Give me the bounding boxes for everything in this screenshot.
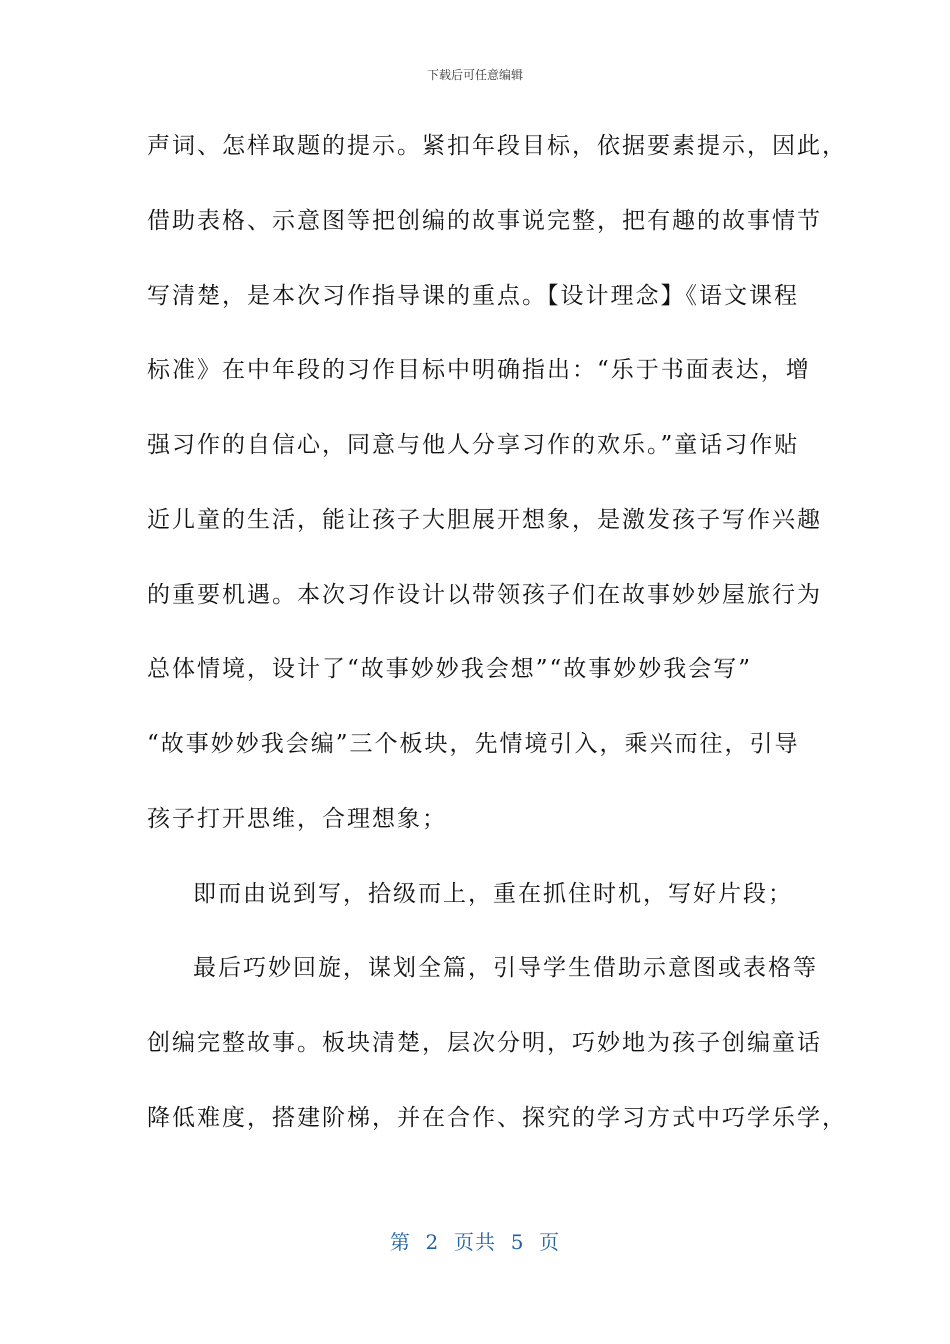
body-line-10: 孩子打开思维，合理想象；: [147, 806, 447, 832]
body-line-1: 声词、怎样取题的提示。紧扣年段目标，依据要素提示，因此，: [147, 133, 847, 159]
body-line-2: 借助表格、示意图等把创编的故事说完整，把有趣的故事情节: [147, 208, 822, 234]
body-line-8: 总体情境，设计了“故事妙妙我会想”“故事妙妙我会写”: [147, 656, 753, 682]
body-line-5: 强习作的自信心，同意与他人分享习作的欢乐。”童话习作贴: [147, 432, 800, 458]
body-line-6: 近儿童的生活，能让孩子大胆展开想象，是激发孩子写作兴趣: [147, 507, 822, 533]
body-line-12: 最后巧妙回旋，谋划全篇，引导学生借助示意图或表格等: [193, 955, 818, 981]
body-line-9: “故事妙妙我会编”三个板块，先情境引入，乘兴而往，引导: [147, 731, 800, 757]
page-number-footer: 第 2 页共 5 页: [389, 1230, 561, 1254]
body-line-3: 写清楚，是本次习作指导课的重点。【设计理念】《语文课程: [147, 283, 799, 309]
body-line-13: 创编完整故事。板块清楚，层次分明，巧妙地为孩子创编童话: [147, 1030, 822, 1056]
body-line-14: 降低难度，搭建阶梯，并在合作、探究的学习方式中巧学乐学，: [147, 1105, 847, 1131]
body-line-11: 即而由说到写，拾级而上，重在抓住时机，写好片段；: [193, 881, 793, 907]
page-header-note: 下载后可任意编辑: [426, 68, 523, 82]
body-line-4: 标准》在中年段的习作目标中明确指出：“乐于书面表达，增: [147, 357, 811, 383]
body-line-7: 的重要机遇。本次习作设计以带领孩子们在故事妙妙屋旅行为: [147, 582, 822, 608]
